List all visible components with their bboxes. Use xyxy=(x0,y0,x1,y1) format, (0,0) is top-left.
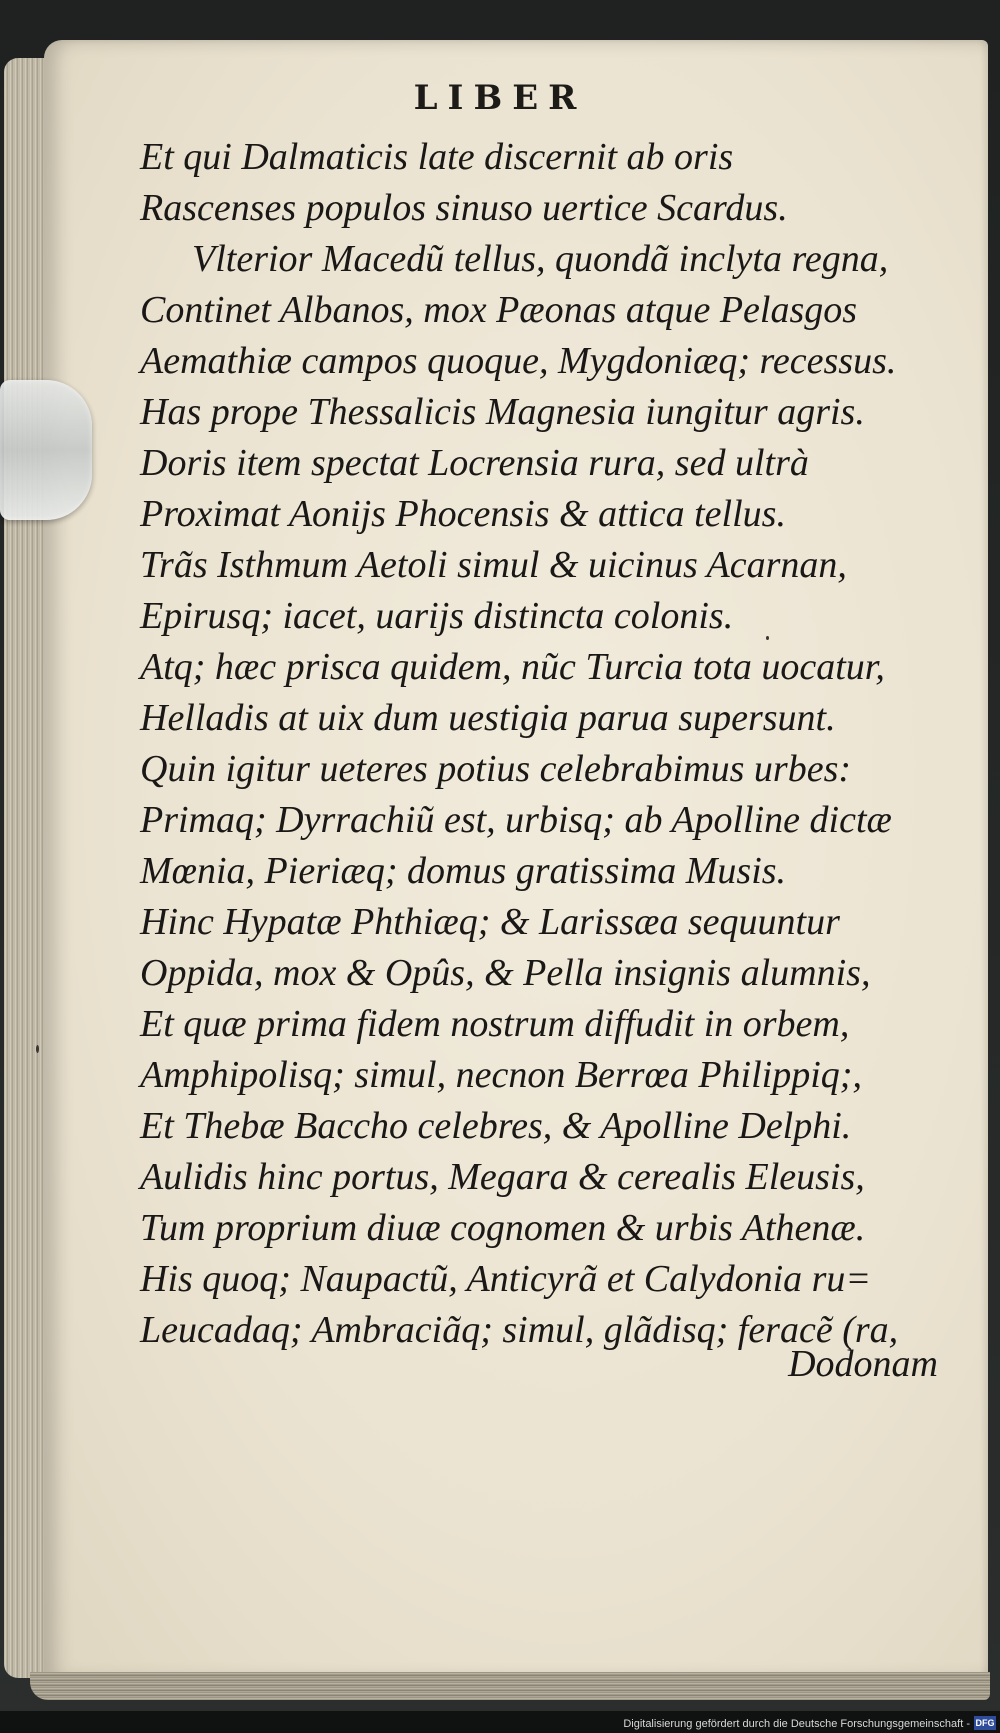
running-title: LIBER xyxy=(413,78,587,118)
verse-line: Tum proprium diuæ cognomen & urbis Athenæ. xyxy=(140,1207,866,1249)
verse-line: Et quæ prima fidem nostrum diffudit in orbem, xyxy=(140,1003,850,1045)
verse-line: Vlterior Macedũ tellus, quondã inclyta regna, xyxy=(192,238,889,280)
verse-text xyxy=(140,132,945,1356)
verse-line: Trãs Isthmum Aetoli simul & uicinus Acarnan, xyxy=(140,544,847,586)
bookmark-clip xyxy=(0,380,92,520)
verse-line: Leucadaq; Ambraciãq; simul, glãdisq; feracẽ (ra, xyxy=(140,1309,899,1351)
page-bottom-edges xyxy=(30,1672,990,1700)
verse-line: Hinc Hypatæ Phthiæq; & Larissæa sequuntur xyxy=(140,901,840,943)
verse-line: Et Thebæ Baccho celebres, & Apolline Delphi. xyxy=(140,1105,852,1147)
verse-line: Aulidis hinc portus, Megara & cerealis Eleusis, xyxy=(140,1156,865,1198)
verse-line: Continet Albanos, mox Pæonas atque Pelasgos xyxy=(140,289,858,331)
verse-line: His quoq; Naupactũ, Anticyrã et Calydonia ru= xyxy=(140,1258,872,1300)
verse-line: Rascenses populos sinuso uertice Scardus. xyxy=(140,187,788,229)
verse-line: Amphipolisq; simul, necnon Berrœa Philippiq;, xyxy=(140,1054,862,1096)
footer-bar xyxy=(0,1711,1000,1733)
verse-line: Proximat Aonijs Phocensis & attica tellus. xyxy=(140,493,786,535)
verse-line: Quin igitur ueteres potius celebrabimus urbes: xyxy=(140,748,852,790)
footer-credit: Digitalisierung gefördert durch die Deutsche Forschungsgemeinschaft - xyxy=(623,1718,970,1730)
verse-line: Has prope Thessalicis Magnesia iungitur agris. xyxy=(140,391,865,433)
verse-line: Doris item spectat Locrensia rura, sed ultrà xyxy=(140,442,809,484)
verse-line: Helladis at uix dum uestigia parua supersunt. xyxy=(140,697,836,739)
verse-line: Primaq; Dyrrachiũ est, urbisq; ab Apolline dictæ xyxy=(140,799,892,841)
verse-line: Aemathiæ campos quoque, Mygdoniæq; recessus. xyxy=(140,340,897,382)
dfg-logo-icon: DFG xyxy=(975,1718,995,1728)
verse-line: Mœnia, Pieriæq; domus gratissima Musis. xyxy=(140,850,787,892)
verse-line: Oppida, mox & Opûs, & Pella insignis alumnis, xyxy=(140,952,871,994)
verse-line: Atq; hæc prisca quidem, nũc Turcia tota uocatur, xyxy=(140,646,885,688)
ink-speck xyxy=(766,636,769,640)
catchword: Dodonam xyxy=(788,1343,938,1385)
ink-speck xyxy=(36,1045,39,1053)
verse-line: Et qui Dalmaticis late discernit ab oris xyxy=(140,136,734,178)
verse-line: Epirusq; iacet, uarijs distincta colonis. xyxy=(140,595,734,637)
